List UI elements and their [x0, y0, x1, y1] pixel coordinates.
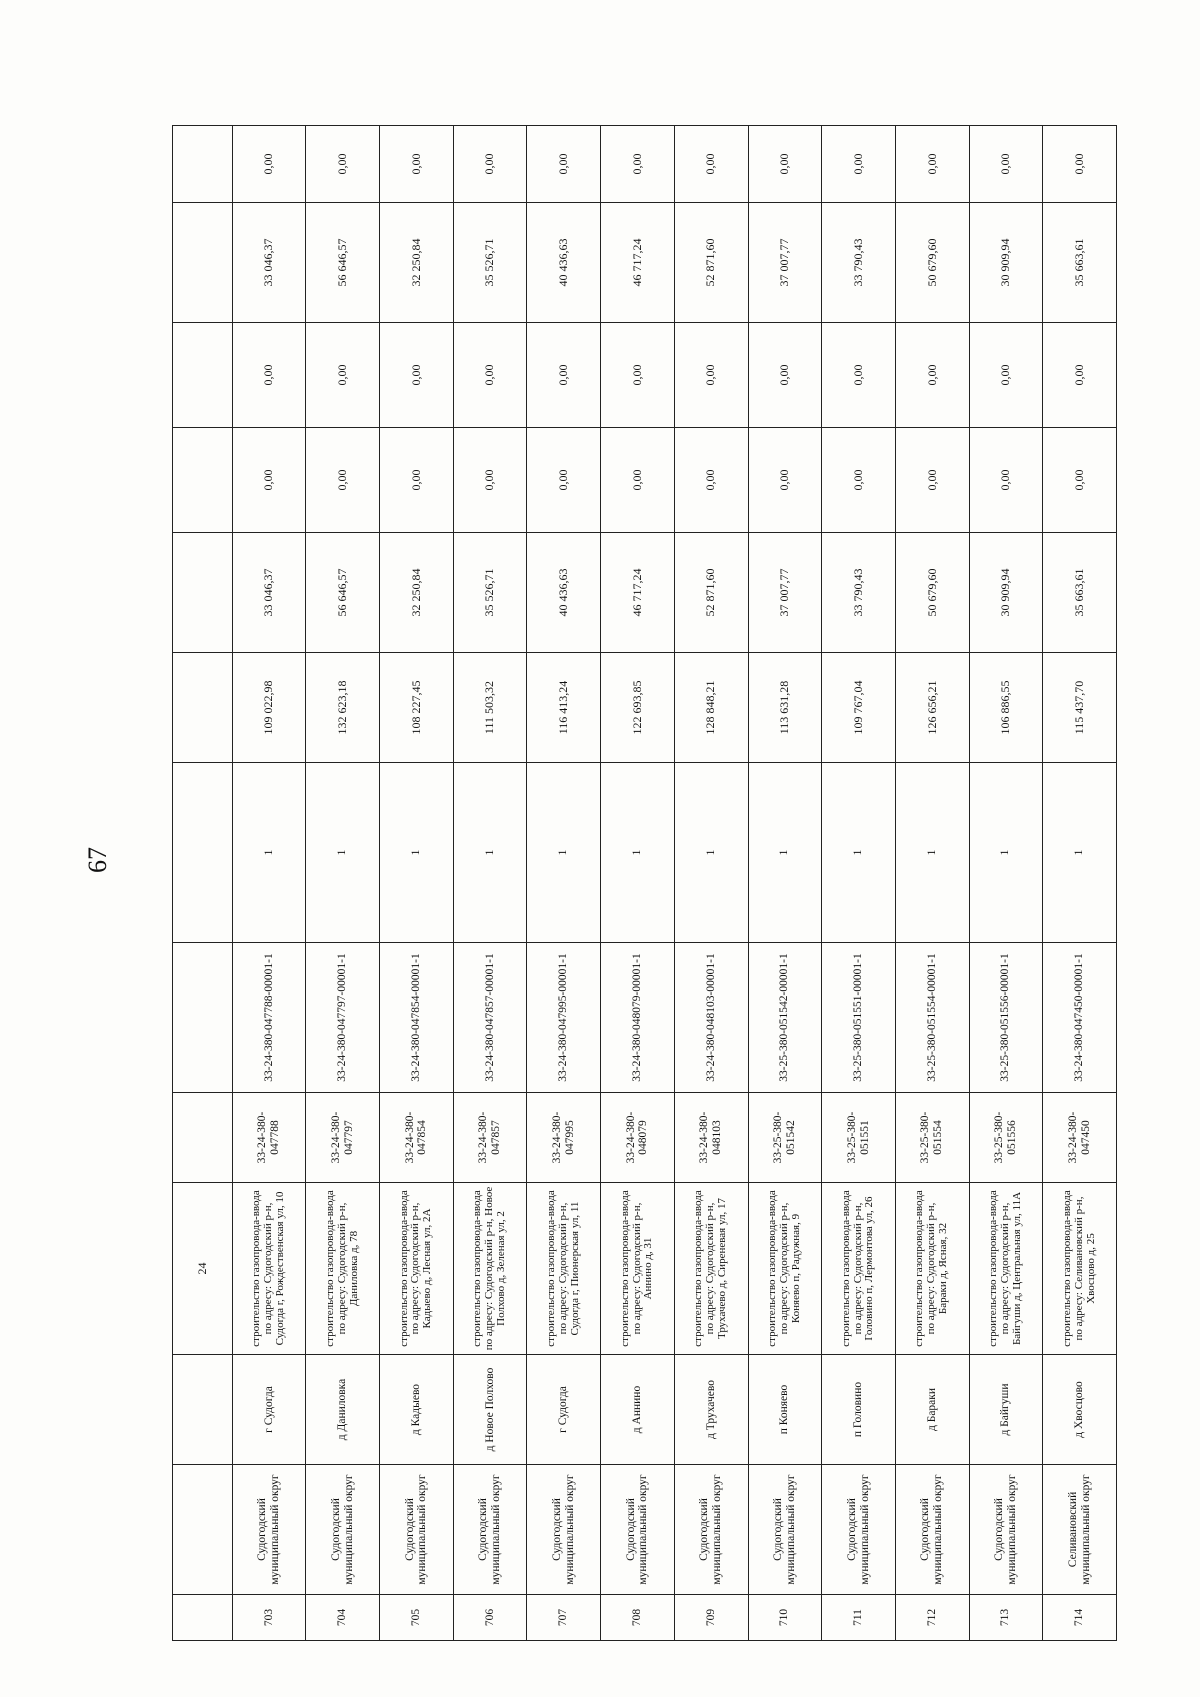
cell-amount-total: 106 886,55 [969, 653, 1043, 763]
cell-amount-local: 35 526,71 [453, 203, 527, 323]
cell-settlement: д Трухачево [674, 1355, 748, 1465]
cell-amount-total: 126 656,21 [895, 653, 969, 763]
cell-settlement: д Бараки [895, 1355, 969, 1465]
cell-row-number: 714 [1043, 1595, 1117, 1641]
cell-amount-regional: 0,00 [895, 323, 969, 428]
cell-object-id: 33-24-380-047995-00001-1 [527, 943, 601, 1093]
header-cell-settlement [173, 1355, 233, 1465]
cell-amount-funded: 40 436,63 [527, 533, 601, 653]
cell-amount-funded: 35 663,61 [1043, 533, 1117, 653]
header-cell-amount-regional [173, 323, 233, 428]
cell-object-description: строительство газопровода-ввода по адресу: Судогодский р-н, Новое Полхово д, Зеленая ул, 2 [453, 1183, 527, 1355]
table-row [601, 126, 675, 1641]
cell-quantity: 1 [527, 763, 601, 943]
cell-amount-regional: 0,00 [306, 323, 380, 428]
cell-amount-remaining: 0,00 [601, 126, 675, 203]
cell-object-description: строительство газопровода-ввода по адресу: Судогодский р-н, Байгуши д, Центральная ул, 11А [969, 1183, 1043, 1355]
table-row [674, 126, 748, 1641]
cell-amount-regional: 0,00 [674, 323, 748, 428]
cell-amount-regional: 0,00 [969, 323, 1043, 428]
cell-quantity: 1 [601, 763, 675, 943]
table-row [232, 126, 306, 1641]
cell-amount-local: 33 790,43 [822, 203, 896, 323]
cell-amount-local: 40 436,63 [527, 203, 601, 323]
data-table [172, 125, 1117, 1641]
cell-amount-regional: 0,00 [527, 323, 601, 428]
cell-object-id: 33-24-380-047854-00001-1 [380, 943, 454, 1093]
cell-amount-funded: 33 046,37 [232, 533, 306, 653]
cell-amount-federal: 0,00 [748, 428, 822, 533]
cell-settlement: д Кадыево [380, 1355, 454, 1465]
cell-settlement: г Судогда [527, 1355, 601, 1465]
cell-amount-remaining: 0,00 [1043, 126, 1117, 203]
cell-municipality: Судогодский муниципальный округ [674, 1465, 748, 1595]
cell-object-id: 33-25-380-051554-00001-1 [895, 943, 969, 1093]
cell-amount-regional: 0,00 [453, 323, 527, 428]
cell-amount-federal: 0,00 [895, 428, 969, 533]
cell-quantity: 1 [969, 763, 1043, 943]
cell-object-id: 33-24-380-047788-00001-1 [232, 943, 306, 1093]
cell-amount-funded: 35 526,71 [453, 533, 527, 653]
cell-cadastral-code: 33-24-380-048079 [601, 1093, 675, 1183]
cell-quantity: 1 [895, 763, 969, 943]
cell-amount-federal: 0,00 [527, 428, 601, 533]
header-cell-row-number [173, 1595, 233, 1641]
cell-amount-funded: 56 646,57 [306, 533, 380, 653]
cell-amount-remaining: 0,00 [748, 126, 822, 203]
cell-amount-remaining: 0,00 [306, 126, 380, 203]
cell-amount-total: 109 022,98 [232, 653, 306, 763]
cell-object-id: 33-24-380-048103-00001-1 [674, 943, 748, 1093]
cell-settlement: г Судогда [232, 1355, 306, 1465]
cell-amount-local: 52 871,60 [674, 203, 748, 323]
cell-quantity: 1 [306, 763, 380, 943]
cell-quantity: 1 [380, 763, 454, 943]
cell-object-description: строительство газопровода-ввода по адресу: Судогодский р-н, Судогда г, Рождественская ул, 10 [232, 1183, 306, 1355]
cell-object-id: 33-24-380-047450-00001-1 [1043, 943, 1117, 1093]
cell-settlement: п Головино [822, 1355, 896, 1465]
cell-object-id: 33-24-380-047797-00001-1 [306, 943, 380, 1093]
cell-object-description: строительство газопровода-ввода по адресу: Судогодский р-н, Даниловка д, 78 [306, 1183, 380, 1355]
cell-amount-remaining: 0,00 [527, 126, 601, 203]
cell-amount-local: 50 679,60 [895, 203, 969, 323]
cell-quantity: 1 [674, 763, 748, 943]
header-cell-quantity [173, 763, 233, 943]
cell-amount-remaining: 0,00 [674, 126, 748, 203]
cell-amount-regional: 0,00 [232, 323, 306, 428]
cell-object-description: строительство газопровода-ввода по адресу: Судогодский р-н, Трухачево д, Сиреневая ул, 17 [674, 1183, 748, 1355]
cell-amount-regional: 0,00 [380, 323, 454, 428]
cell-cadastral-code: 33-25-380-051551 [822, 1093, 896, 1183]
cell-amount-funded: 37 007,77 [748, 533, 822, 653]
cell-object-description: строительство газопровода-ввода по адресу: Селивановский р-н, Хвосцово д, 25 [1043, 1183, 1117, 1355]
cell-municipality: Судогодский муниципальный округ [969, 1465, 1043, 1595]
table-row [380, 126, 454, 1641]
cell-cadastral-code: 33-25-380-051554 [895, 1093, 969, 1183]
header-cell-object-id [173, 943, 233, 1093]
cell-cadastral-code: 33-24-380-047857 [453, 1093, 527, 1183]
cell-quantity: 1 [1043, 763, 1117, 943]
cell-row-number: 713 [969, 1595, 1043, 1641]
table-row [527, 126, 601, 1641]
cell-cadastral-code: 33-24-380-047788 [232, 1093, 306, 1183]
cell-settlement: д Аннино [601, 1355, 675, 1465]
cell-amount-total: 111 503,32 [453, 653, 527, 763]
cell-row-number: 708 [601, 1595, 675, 1641]
cell-object-description: строительство газопровода-ввода по адресу: Судогодский р-н, Головино п, Лермонтова ул, 26 [822, 1183, 896, 1355]
table-body [173, 126, 1117, 1641]
cell-row-number: 705 [380, 1595, 454, 1641]
table-row [453, 126, 527, 1641]
cell-object-description: строительство газопровода-ввода по адресу: Судогодский р-н, Аннино д, 31 [601, 1183, 675, 1355]
page-number: 67 [83, 847, 112, 873]
header-row [173, 126, 233, 1641]
cell-amount-remaining: 0,00 [380, 126, 454, 203]
cell-municipality: Селивановский муниципальный округ [1043, 1465, 1117, 1595]
cell-row-number: 703 [232, 1595, 306, 1641]
cell-settlement: д Хвосцово [1043, 1355, 1117, 1465]
header-cell-amount-funded [173, 533, 233, 653]
header-cell-amount-remaining [173, 126, 233, 203]
cell-object-description: строительство газопровода-ввода по адресу: Судогодский р-н, Коняево п, Радужная, 9 [748, 1183, 822, 1355]
header-cell-municipality [173, 1465, 233, 1595]
cell-amount-funded: 52 871,60 [674, 533, 748, 653]
cell-amount-total: 113 631,28 [748, 653, 822, 763]
cell-amount-federal: 0,00 [822, 428, 896, 533]
cell-settlement: п Коняево [748, 1355, 822, 1465]
cell-amount-regional: 0,00 [748, 323, 822, 428]
data-table-container [172, 126, 1117, 1641]
cell-object-description: строительство газопровода-ввода по адресу: Судогодский р-н, Бараки д, Ясная, 32 [895, 1183, 969, 1355]
cell-municipality: Судогодский муниципальный округ [527, 1465, 601, 1595]
cell-row-number: 712 [895, 1595, 969, 1641]
cell-object-id: 33-25-380-051551-00001-1 [822, 943, 896, 1093]
cell-row-number: 711 [822, 1595, 896, 1641]
cell-amount-funded: 30 909,94 [969, 533, 1043, 653]
cell-amount-local: 35 663,61 [1043, 203, 1117, 323]
cell-amount-total: 115 437,70 [1043, 653, 1117, 763]
header-cell-amount-local [173, 203, 233, 323]
table-row [748, 126, 822, 1641]
cell-amount-federal: 0,00 [674, 428, 748, 533]
cell-amount-remaining: 0,00 [453, 126, 527, 203]
cell-amount-local: 56 646,57 [306, 203, 380, 323]
cell-amount-federal: 0,00 [1043, 428, 1117, 533]
cell-municipality: Судогодский муниципальный округ [895, 1465, 969, 1595]
cell-municipality: Судогодский муниципальный округ [601, 1465, 675, 1595]
cell-cadastral-code: 33-25-380-051556 [969, 1093, 1043, 1183]
cell-cadastral-code: 33-24-380-048103 [674, 1093, 748, 1183]
cell-amount-local: 32 250,84 [380, 203, 454, 323]
cell-municipality: Судогодский муниципальный округ [306, 1465, 380, 1595]
table-row [895, 126, 969, 1641]
cell-cadastral-code: 33-24-380-047450 [1043, 1093, 1117, 1183]
cell-amount-regional: 0,00 [822, 323, 896, 428]
cell-amount-federal: 0,00 [969, 428, 1043, 533]
cell-amount-total: 132 623,18 [306, 653, 380, 763]
table-row [969, 126, 1043, 1641]
cell-amount-regional: 0,00 [601, 323, 675, 428]
table-row [306, 126, 380, 1641]
cell-object-description: строительство газопровода-ввода по адресу: Судогодский р-н, Судогда г, Пионерская ул, 11 [527, 1183, 601, 1355]
cell-amount-funded: 32 250,84 [380, 533, 454, 653]
cell-object-id: 33-25-380-051542-00001-1 [748, 943, 822, 1093]
cell-row-number: 706 [453, 1595, 527, 1641]
header-cell-cadastral-code [173, 1093, 233, 1183]
cell-amount-remaining: 0,00 [895, 126, 969, 203]
table-row [822, 126, 896, 1641]
cell-amount-local: 46 717,24 [601, 203, 675, 323]
cell-quantity: 1 [232, 763, 306, 943]
cell-municipality: Судогодский муниципальный округ [822, 1465, 896, 1595]
cell-amount-total: 128 848,21 [674, 653, 748, 763]
cell-cadastral-code: 33-24-380-047797 [306, 1093, 380, 1183]
cell-amount-federal: 0,00 [232, 428, 306, 533]
cell-amount-total: 108 227,45 [380, 653, 454, 763]
header-cell-amount-federal [173, 428, 233, 533]
cell-amount-remaining: 0,00 [969, 126, 1043, 203]
cell-amount-funded: 33 790,43 [822, 533, 896, 653]
cell-quantity: 1 [822, 763, 896, 943]
cell-amount-funded: 46 717,24 [601, 533, 675, 653]
cell-amount-federal: 0,00 [601, 428, 675, 533]
cell-object-description: строительство газопровода-ввода по адресу: Судогодский р-н, Кадыево д, Лесная ул, 2А [380, 1183, 454, 1355]
cell-row-number: 710 [748, 1595, 822, 1641]
cell-settlement: д Байгуши [969, 1355, 1043, 1465]
cell-quantity: 1 [453, 763, 527, 943]
cell-object-id: 33-24-380-048079-00001-1 [601, 943, 675, 1093]
cell-municipality: Судогодский муниципальный округ [380, 1465, 454, 1595]
cell-amount-local: 30 909,94 [969, 203, 1043, 323]
cell-row-number: 709 [674, 1595, 748, 1641]
cell-row-number: 707 [527, 1595, 601, 1641]
cell-municipality: Судогодский муниципальный округ [232, 1465, 306, 1595]
cell-municipality: Судогодский муниципальный округ [748, 1465, 822, 1595]
cell-settlement: д Даниловка [306, 1355, 380, 1465]
cell-object-id: 33-24-380-047857-00001-1 [453, 943, 527, 1093]
header-cell-object-description: 24 [173, 1183, 233, 1355]
cell-amount-federal: 0,00 [306, 428, 380, 533]
cell-amount-local: 33 046,37 [232, 203, 306, 323]
cell-object-id: 33-25-380-051556-00001-1 [969, 943, 1043, 1093]
cell-cadastral-code: 33-25-380-051542 [748, 1093, 822, 1183]
cell-amount-local: 37 007,77 [748, 203, 822, 323]
cell-cadastral-code: 33-24-380-047854 [380, 1093, 454, 1183]
cell-amount-remaining: 0,00 [232, 126, 306, 203]
cell-row-number: 704 [306, 1595, 380, 1641]
cell-amount-remaining: 0,00 [822, 126, 896, 203]
cell-cadastral-code: 33-24-380-047995 [527, 1093, 601, 1183]
cell-amount-regional: 0,00 [1043, 323, 1117, 428]
cell-amount-total: 116 413,24 [527, 653, 601, 763]
cell-amount-total: 122 693,85 [601, 653, 675, 763]
cell-amount-federal: 0,00 [453, 428, 527, 533]
cell-municipality: Судогодский муниципальный округ [453, 1465, 527, 1595]
cell-amount-funded: 50 679,60 [895, 533, 969, 653]
cell-quantity: 1 [748, 763, 822, 943]
cell-amount-federal: 0,00 [380, 428, 454, 533]
cell-settlement: д Новое Полхово [453, 1355, 527, 1465]
cell-amount-total: 109 767,04 [822, 653, 896, 763]
table-row [1043, 126, 1117, 1641]
header-cell-amount-total [173, 653, 233, 763]
